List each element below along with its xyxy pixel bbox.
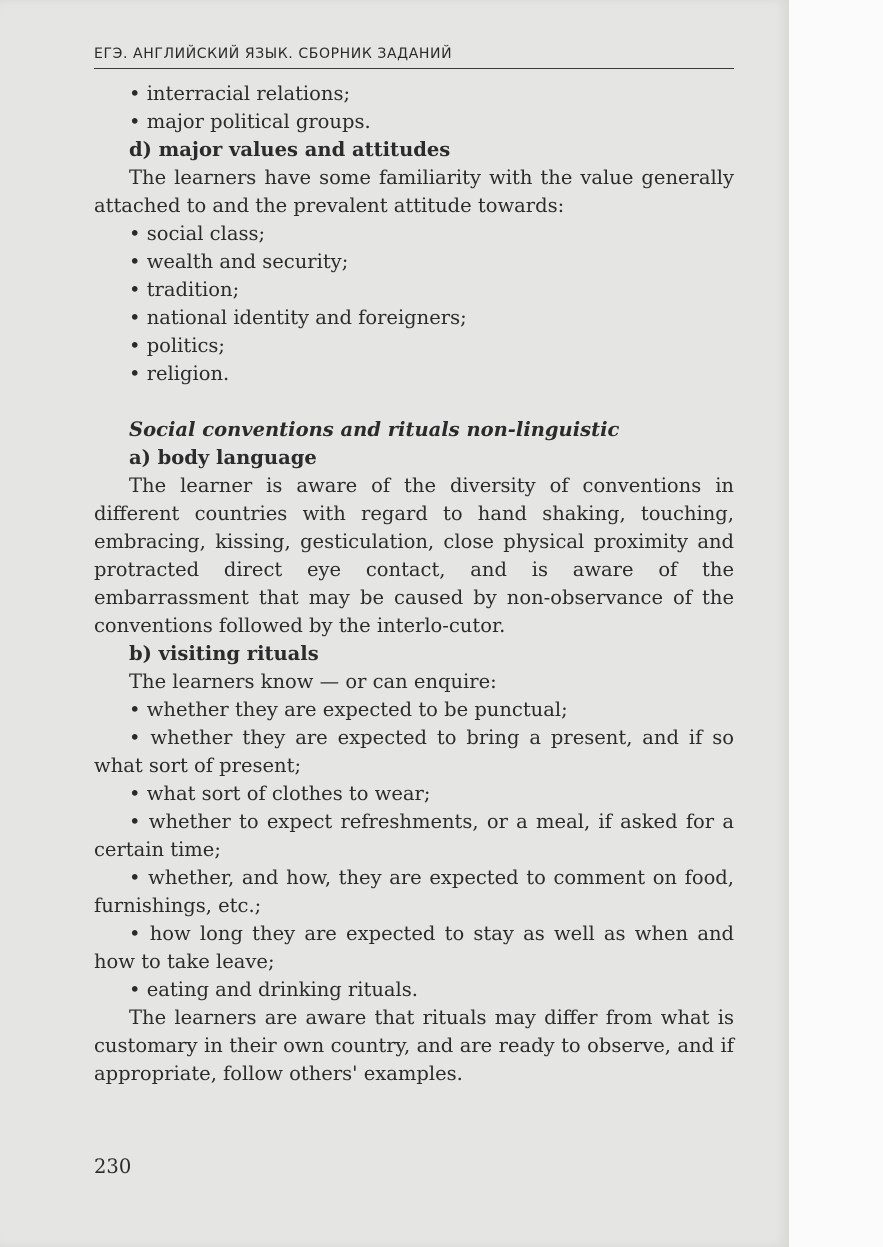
bullet-refreshments: • whether to expect refreshments, or a meal, if asked for a certain time;: [94, 810, 734, 861]
bullet-major-political-groups: • major political groups.: [129, 110, 371, 133]
subheading-major-values: d) major values and attitudes: [129, 138, 451, 161]
paragraph-values-intro: The learners have some familiarity with the value generally attached to and the prevalent attitude towards:: [94, 166, 734, 217]
page-body: [94, 80, 734, 1088]
bullet-clothes: • what sort of clothes to wear;: [129, 782, 431, 805]
bullet-comment-food: • whether, and how, they are expected to comment on food, furnishings, etc.;: [94, 866, 734, 917]
page-number: 230: [94, 1155, 132, 1178]
bullet-tradition: • tradition;: [129, 278, 240, 301]
paragraph-rituals-differ: The learners are aware that rituals may differ from what is customary in their own country, and are ready to observe, and if appropriate, follow others' examples.: [94, 1006, 734, 1085]
subheading-body-language: a) body language: [129, 446, 317, 469]
section-heading-social-conventions: Social conventions and rituals non-linguistic: [129, 418, 620, 441]
running-header: ЕГЭ. АНГЛИЙСКИЙ ЯЗЫК. СБОРНИК ЗАДАНИЙ: [94, 46, 734, 69]
bullet-eating-drinking: • eating and drinking rituals.: [129, 978, 418, 1001]
bullet-social-class: • social class;: [129, 222, 266, 245]
section-gap: [94, 388, 734, 416]
bullet-punctual: • whether they are expected to be punctual;: [129, 698, 568, 721]
paragraph-body-language: The learner is aware of the diversity of conventions in different countries with regard to hand shaking, touching, embracing, kissing, gesticulation, close physical proximity and protracted direct eye contact, and is aware of the embarrassment that may be caused by non-observance of the conventions followed by the interlo-cutor.: [94, 474, 734, 637]
bullet-stay-leave: • how long they are expected to stay as well as when and how to take leave;: [94, 922, 734, 973]
page-right-margin: [789, 0, 883, 1247]
bullet-national-identity: • national identity and foreigners;: [129, 306, 467, 329]
paragraph-learners-know: The learners know — or can enquire:: [129, 670, 497, 693]
bullet-religion: • religion.: [129, 362, 230, 385]
bullet-politics: • politics;: [129, 334, 225, 357]
bullet-interracial-relations: • interracial relations;: [129, 82, 351, 105]
bullet-wealth-security: • wealth and security;: [129, 250, 349, 273]
bullet-present: • whether they are expected to bring a present, and if so what sort of present;: [94, 726, 734, 777]
subheading-visiting-rituals: b) visiting rituals: [129, 642, 319, 665]
